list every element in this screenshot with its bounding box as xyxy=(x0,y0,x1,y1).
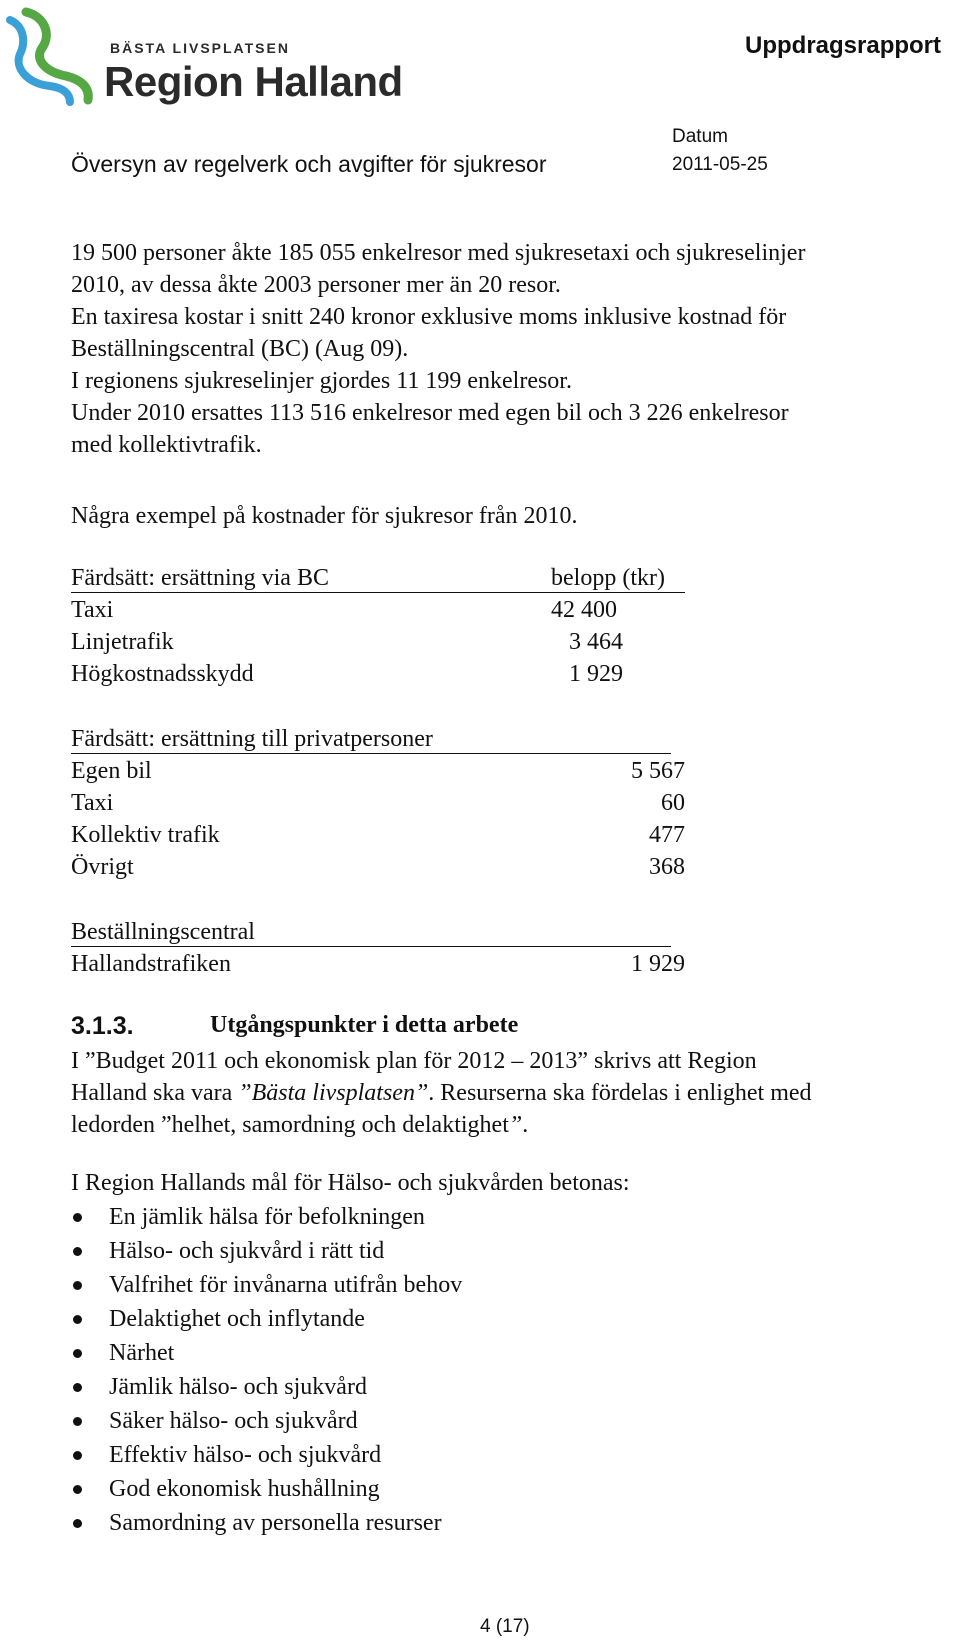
row-amount: 368 xyxy=(649,854,685,880)
section-line-text: Halland ska vara xyxy=(71,1080,239,1106)
table-row xyxy=(71,626,671,658)
table-row xyxy=(71,851,685,883)
list-item xyxy=(71,1370,462,1404)
row-label: Taxi xyxy=(71,790,114,816)
table-header-label: Färdsätt: ersättning via BC xyxy=(71,565,329,591)
document-type: Uppdragsrapport xyxy=(745,32,942,59)
table-header-amount: belopp (tkr) xyxy=(551,565,665,591)
intro-line: En taxiresa kostar i snitt 240 kronor exklusive moms inklusive kostnad för xyxy=(71,304,787,330)
region-halland-logo xyxy=(4,6,424,106)
examples-intro: Några exempel på kostnader för sjukresor från 2010. xyxy=(71,503,578,529)
list-item xyxy=(71,1302,462,1336)
row-amount: 3 464 xyxy=(569,629,623,655)
table-header-label: Beställningscentral xyxy=(71,919,255,945)
section-line xyxy=(71,1077,812,1109)
list-item-text: Jämlik hälso- och sjukvård xyxy=(109,1374,367,1400)
section-line-text: ledorden ”helhet, samordning och delaktighet xyxy=(71,1112,509,1138)
document-subject: Översyn av regelverk och avgifter för sjukresor xyxy=(71,151,547,177)
row-amount: 60 xyxy=(661,790,685,816)
page-number: 4 (17) xyxy=(480,1616,530,1637)
list-item xyxy=(71,1404,462,1438)
section-number: 3.1.3. xyxy=(71,1012,134,1040)
list-item xyxy=(71,1472,462,1506)
row-amount: 1 929 xyxy=(569,661,623,687)
bullet-icon xyxy=(73,1417,82,1426)
section-line xyxy=(71,1109,812,1141)
table-row xyxy=(71,755,685,787)
row-amount: 5 567 xyxy=(631,758,685,784)
goals-intro: I Region Hallands mål för Hälso- och sjukvården betonas: xyxy=(71,1170,630,1196)
row-amount: 1 929 xyxy=(631,951,685,977)
list-item xyxy=(71,1200,462,1234)
row-label: Övrigt xyxy=(71,854,134,880)
section-line-italic: ” xyxy=(508,1112,523,1138)
list-item-text: God ekonomisk hushållning xyxy=(109,1476,380,1502)
section-title: Utgångspunkter i detta arbete xyxy=(210,1012,519,1038)
row-label: Linjetrafik xyxy=(71,629,174,655)
table-row xyxy=(71,819,685,851)
row-label: Högkostnadsskydd xyxy=(71,661,254,687)
row-label: Egen bil xyxy=(71,758,152,784)
table-row xyxy=(71,594,671,626)
intro-line: 2010, av dessa åkte 2003 personer mer än 20 resor. xyxy=(71,272,561,298)
list-item xyxy=(71,1438,462,1472)
intro-line: Beställningscentral (BC) (Aug 09). xyxy=(71,336,409,362)
list-item-text: Effektiv hälso- och sjukvård xyxy=(109,1442,382,1468)
table-header-private xyxy=(71,723,671,754)
bullet-icon xyxy=(73,1281,82,1290)
list-item-text: En jämlik hälsa för befolkningen xyxy=(109,1204,425,1230)
table-row xyxy=(71,658,671,690)
row-amount: 477 xyxy=(649,822,685,848)
goals-list xyxy=(71,1200,462,1540)
bullet-icon xyxy=(73,1519,82,1528)
river-emblem-icon xyxy=(4,6,104,106)
list-item xyxy=(71,1234,462,1268)
logo-kicker: BÄSTA LIVSPLATSEN xyxy=(110,40,290,56)
bullet-icon xyxy=(73,1247,82,1256)
table-header-central xyxy=(71,916,671,947)
intro-line: med kollektivtrafik. xyxy=(71,432,262,458)
section-line-text: . Resurserna ska fördelas i enlighet med xyxy=(428,1080,812,1106)
bullet-icon xyxy=(73,1315,82,1324)
bullet-icon xyxy=(73,1451,82,1460)
bullet-icon xyxy=(73,1349,82,1358)
list-item-text: Valfrihet för invånarna utifrån behov xyxy=(109,1272,463,1298)
row-label: Kollektiv trafik xyxy=(71,822,220,848)
intro-line: 19 500 personer åkte 185 055 enkelresor med sjukresetaxi och sjukreselinjer xyxy=(71,240,806,266)
list-item xyxy=(71,1506,462,1540)
list-item-text: Hälso- och sjukvård i rätt tid xyxy=(109,1238,385,1264)
row-label: Hallandstrafiken xyxy=(71,951,231,977)
date-value: 2011-05-25 xyxy=(672,154,768,175)
logo-name: Region Halland xyxy=(104,58,403,105)
row-amount: 42 400 xyxy=(551,597,617,623)
list-item xyxy=(71,1336,462,1370)
section-line-text: . xyxy=(522,1112,529,1138)
intro-line: Under 2010 ersattes 113 516 enkelresor med egen bil och 3 226 enkelresor xyxy=(71,400,789,426)
list-item-text: Samordning av personella resurser xyxy=(109,1510,442,1536)
list-item-text: Delaktighet och inflytande xyxy=(109,1306,365,1332)
intro-line: I regionens sjukreselinjer gjordes 11 199 enkelresor. xyxy=(71,368,572,394)
table-header-bc xyxy=(71,562,685,593)
table-header-label: Färdsätt: ersättning till privatpersoner xyxy=(71,726,433,752)
section-paragraph xyxy=(71,1045,812,1141)
list-item-text: Säker hälso- och sjukvård xyxy=(109,1408,358,1434)
row-label: Taxi xyxy=(71,597,114,623)
list-item-text: Närhet xyxy=(109,1340,175,1366)
intro-paragraph xyxy=(71,237,805,461)
section-line-italic: ”Bästa livsplatsen” xyxy=(238,1080,429,1106)
bullet-icon xyxy=(73,1213,82,1222)
bullet-icon xyxy=(73,1383,82,1392)
bullet-icon xyxy=(73,1485,82,1494)
table-row xyxy=(71,787,685,819)
table-row xyxy=(71,948,685,980)
section-line: I ”Budget 2011 och ekonomisk plan för 2012 – 2013” skrivs att Region xyxy=(71,1048,757,1074)
list-item xyxy=(71,1268,462,1302)
date-label: Datum xyxy=(672,126,728,147)
